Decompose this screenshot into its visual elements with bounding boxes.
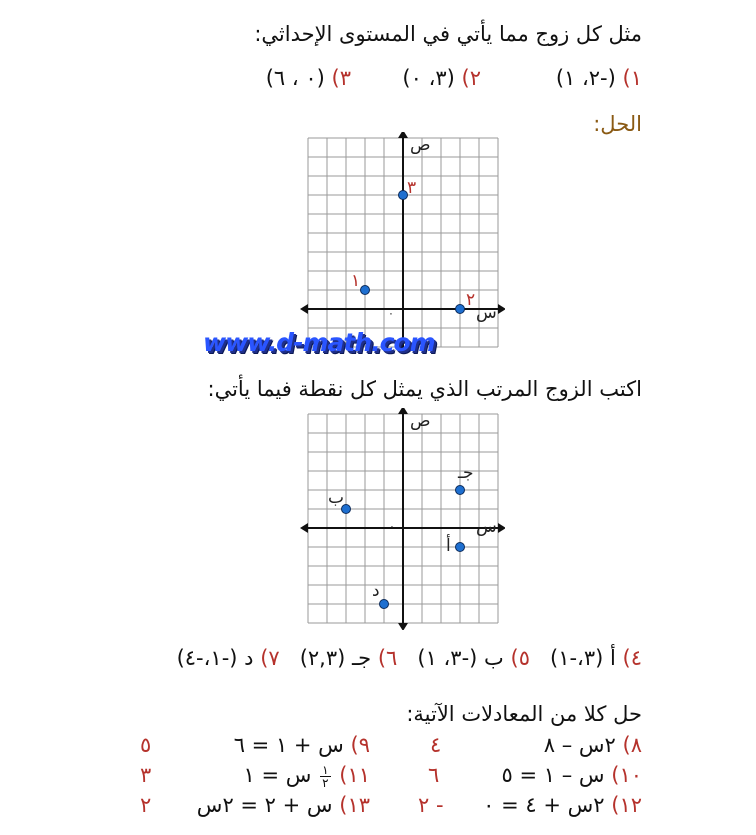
- fraction-numerator: ١: [322, 762, 329, 777]
- point-label-3: جـ: [458, 463, 474, 483]
- answer-number: ٥): [510, 646, 530, 670]
- axes: [300, 132, 505, 354]
- x-axis-arrow-right: [498, 523, 505, 533]
- point-label-2: ٢: [466, 290, 476, 310]
- q2-answers-row: [177, 646, 642, 670]
- watermark-logo: www.d-math.com: [203, 328, 435, 357]
- question-2-instruction: اكتب الزوج المرتب الذي يمثل كل نقطة فيما يأتي:: [207, 377, 642, 401]
- equation-9: [234, 733, 370, 757]
- q1-item-1: [556, 66, 642, 90]
- equation-text: س = ١: [243, 763, 312, 787]
- answer-7: [177, 646, 280, 670]
- point-1: [456, 543, 465, 552]
- y-axis-arrow-up: [398, 408, 408, 414]
- plotted-points: [328, 463, 474, 609]
- q1-item-2: [402, 66, 481, 90]
- point-label-1: ١: [351, 271, 361, 291]
- equation-number: ١٠): [611, 763, 642, 787]
- question-1-instruction: مثل كل زوج مما يأتي في المستوى الإحداثي:: [254, 22, 642, 46]
- answer-number: ٧): [260, 646, 280, 670]
- answer-number: ٤): [622, 646, 642, 670]
- item-number: ٣): [331, 66, 351, 90]
- equation-13: [197, 793, 370, 817]
- axes: [300, 408, 505, 630]
- answer-text: جـ (٢,٣): [299, 646, 372, 670]
- equation-10-answer: ٦: [428, 763, 440, 787]
- answer-text: د (-١،-٤): [176, 646, 254, 670]
- equation-number: ١٢): [611, 793, 642, 817]
- equation-11: [244, 763, 370, 789]
- plotted-points: [351, 178, 475, 314]
- answer-number: ٦): [377, 646, 398, 670]
- point-1: [361, 286, 370, 295]
- equation-text: س + ١ = ٦: [233, 733, 344, 757]
- coordinate-graph-2: [300, 408, 505, 630]
- y-axis-label: ص: [410, 135, 431, 155]
- item-number: ٢): [461, 66, 481, 90]
- y-axis-arrow-down: [398, 623, 408, 630]
- answer-5: [417, 646, 530, 670]
- equation-number: ٨): [622, 733, 642, 757]
- equation-12: [483, 793, 642, 817]
- equation-text: ٢س + ٤ = ٠: [483, 793, 605, 817]
- equation-8-answer: ٤: [430, 733, 442, 757]
- origin-label: ٠: [389, 520, 395, 533]
- equation-9-answer: ٥: [140, 733, 152, 757]
- y-axis-label: ص: [410, 411, 431, 431]
- equation-12-answer: - ٢: [418, 793, 444, 817]
- x-axis-arrow-left: [300, 304, 308, 314]
- origin-label: ٠: [388, 307, 394, 320]
- item-pair: (٣، ٠): [402, 66, 455, 90]
- equation-11-answer: ٣: [140, 763, 152, 787]
- equation-number: ١٣): [339, 793, 370, 817]
- x-axis-arrow-right: [498, 304, 505, 314]
- x-axis-label: س: [476, 303, 497, 323]
- equation-number: ٩): [350, 733, 370, 757]
- equation-text: س + ٢ = ٢س: [196, 793, 333, 817]
- x-axis-label: س: [476, 517, 497, 537]
- point-3: [456, 486, 465, 495]
- equation-text: س – ١ = ٥: [501, 763, 605, 787]
- answer-6: [300, 646, 398, 670]
- solution-label: الحل:: [593, 112, 642, 136]
- point-label-3: ٣: [407, 178, 417, 198]
- point-4: [380, 600, 389, 609]
- point-label-1: أ: [446, 536, 451, 556]
- answer-4: [550, 646, 642, 670]
- answer-text: أ (٣،-١): [550, 646, 616, 670]
- x-axis-arrow-left: [300, 523, 308, 533]
- point-label-4: د: [372, 581, 380, 601]
- equation-number: ١١): [339, 763, 370, 787]
- point-2: [456, 305, 465, 314]
- item-pair: (-٢، ١): [555, 66, 616, 90]
- question-3-instruction: حل كلا من المعادلات الآتية:: [406, 702, 642, 726]
- fraction-denominator: ٢: [322, 775, 329, 790]
- y-axis-arrow-up: [398, 132, 408, 138]
- point-label-2: ب: [328, 488, 345, 508]
- answer-text: ب (-٣، ١): [417, 646, 504, 670]
- coordinate-graph-1: [300, 132, 505, 354]
- item-number: ١): [622, 66, 642, 90]
- equation-13-answer: ٢: [140, 793, 152, 817]
- equation-8: [544, 733, 642, 757]
- equation-text: ٢س – ٨: [543, 733, 616, 757]
- q1-item-3: [266, 66, 351, 90]
- item-pair: (٠ ، ٦): [265, 66, 325, 90]
- fraction-half: [320, 764, 330, 789]
- equation-10: [502, 763, 642, 787]
